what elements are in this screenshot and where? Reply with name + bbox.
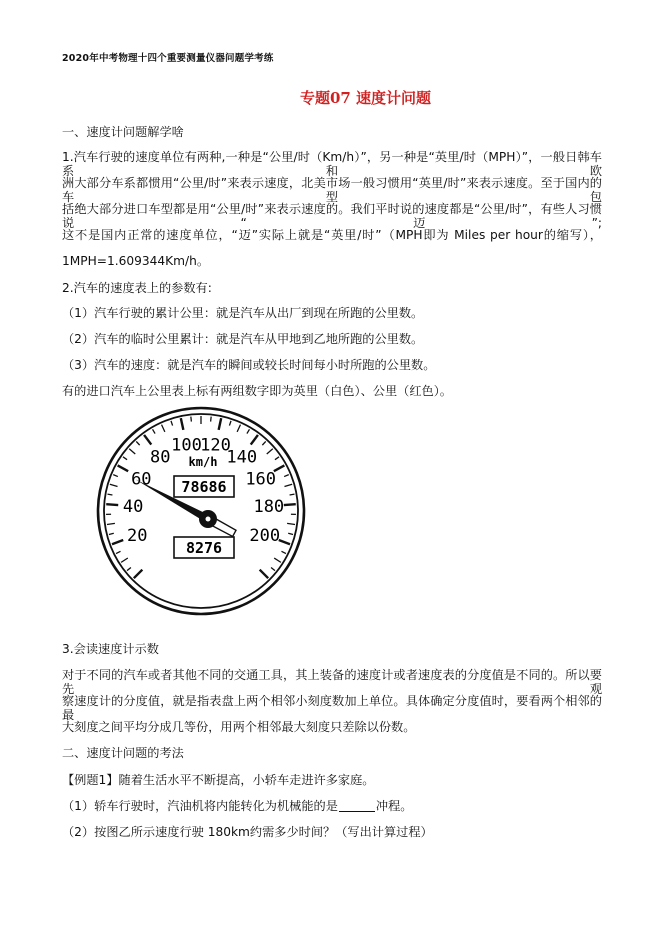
question-1 xyxy=(62,799,412,813)
parameter-item: （1）汽车行驶的累计公里：就是汽车从出厂到现在所跑的公里数。 xyxy=(62,306,424,320)
page-title xyxy=(0,87,661,108)
intro-line: 括绝大部分进口车型都是用“公里/时”来表示速度的。我们平时说的速度都是“公里/时”，有些人习惯说“迈”; xyxy=(62,202,602,230)
title-text: 专题07 速度计问题 xyxy=(299,89,432,107)
question-1-suffix: 冲程。 xyxy=(375,799,413,813)
read-section-title: 3.会读速度计示数 xyxy=(62,642,159,656)
dial-scale-label: 200 xyxy=(249,525,281,546)
intro-line: 这不是国内正常的速度单位，“迈”实际上就是“英里/时”（MPH即为 Miles per hour的缩写）， xyxy=(62,228,602,242)
dial-tick xyxy=(284,504,296,505)
dial-scale-label: 20 xyxy=(127,525,148,546)
dial-tick xyxy=(211,417,212,422)
dial-scale-label: 120 xyxy=(200,435,231,456)
dial-tick xyxy=(191,417,192,422)
question-1-text: （1）轿车行驶时，汽油机将内能转化为机械能的是 xyxy=(62,799,338,813)
dial-scale-label: 40 xyxy=(122,497,144,518)
example-text: 随着生活水平不断提高，小轿车走进许多家庭。 xyxy=(118,773,375,787)
read-section-line: 对于不同的汽车或者其他不同的交通工具，其上装备的速度计或者速度表的分度值是不同的。所以要先观 xyxy=(62,668,602,696)
speedometer-dial xyxy=(96,404,306,618)
speed-unit-label: km/h xyxy=(188,455,218,469)
read-section-line: 察速度计的分度值，就是指表盘上两个相邻小刻度数加上单位。具体确定分度值时，要看两个相邻的最 xyxy=(62,694,602,722)
needle-hub-center xyxy=(206,517,211,522)
section-heading-2: 二、速度计问题的考法 xyxy=(62,746,184,760)
parameters-title: 2.汽车的速度表上的参数有: xyxy=(62,281,212,295)
speedometer-figure xyxy=(96,404,306,618)
dial-scale-label: 160 xyxy=(245,469,277,490)
trip-meter-value: 8276 xyxy=(185,539,223,557)
dial-tick xyxy=(290,494,295,495)
dial-tick xyxy=(108,494,113,495)
document-header: 2020年中考物理十四个重要测量仪器问题学考练 xyxy=(62,53,274,64)
odometer-value: 78686 xyxy=(181,478,227,496)
example-intro xyxy=(62,773,374,787)
dial-scale-label: 180 xyxy=(253,497,285,518)
intro-line: 洲大部分车系都惯用“公里/时”来表示速度，北美市场一般习惯用“英里/时”来表示速度。至于国内的车型包 xyxy=(62,176,602,204)
parameter-item: （3）汽车的速度：就是汽车的瞬间或较长时间每小时所跑的公里数。 xyxy=(62,358,436,372)
units-note: 有的进口汽车上公里表上标有两组数字即为英里（白色）、公里（红色）。 xyxy=(62,384,452,398)
dial-scale-label: 100 xyxy=(171,435,202,456)
dial-scale-label: 80 xyxy=(150,447,171,468)
dial-scale-label: 140 xyxy=(226,447,258,468)
read-section-line: 大刻度之间平均分成几等份，用两个相邻最大刻度只差除以份数。 xyxy=(62,720,416,734)
dial-scale-label: 60 xyxy=(131,469,152,490)
question-2: （2）按图乙所示速度行驶 180km约需多少时间？（写出计算过程） xyxy=(62,825,433,839)
parameter-item: （2）汽车的临时公里累计：就是汽车从甲地到乙地所跑的公里数。 xyxy=(62,332,424,346)
intro-line: 1MPH=1.609344Km/h。 xyxy=(62,254,210,268)
section-heading-1: 一、速度计问题解学啥 xyxy=(62,125,184,139)
example-label: 【例题1】 xyxy=(62,773,119,787)
answer-blank[interactable] xyxy=(339,799,375,812)
dial-tick xyxy=(106,504,118,505)
intro-line: 1.汽车行驶的速度单位有两种,一种是“公里/时（Km/h）”，另一种是“英里/时（MPH）”，一般日韩车系和欧 xyxy=(62,150,602,178)
